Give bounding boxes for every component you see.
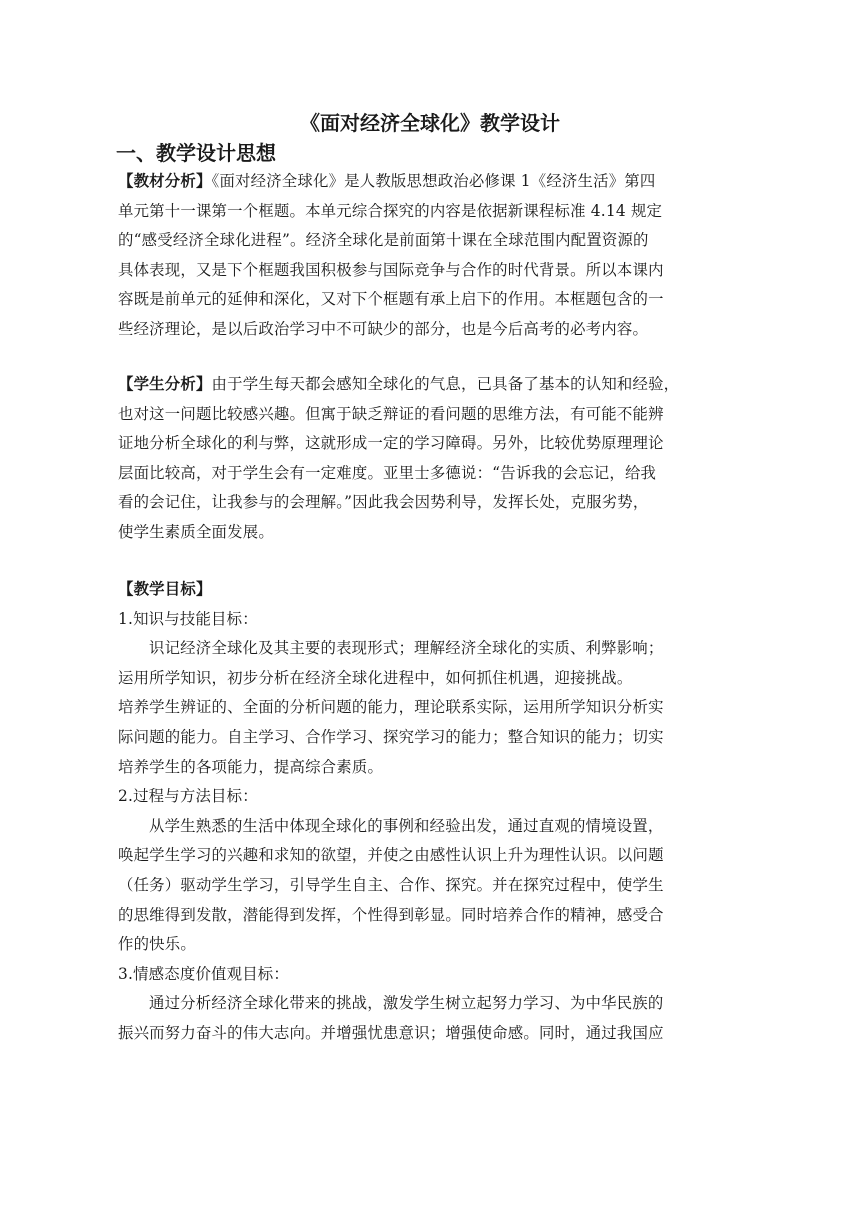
paragraph-line: 振兴而努力奋斗的伟大志向。并增强忧患意识；增强使命感。同时，通过我国应 [118,1023,664,1042]
paragraph-line: 培养学生辨证的、全面的分析问题的能力，理论联系实际，运用所学知识分析实 [118,698,664,717]
student-analysis-label: 【学生分析】 [118,375,212,393]
process-goal-heading: 2.过程与方法目标： [118,787,258,806]
paragraph-line: 运用所学知识，初步分析在经济全球化进程中，如何抓住机遇，迎接挑战。 [118,668,633,687]
student-analysis-section [118,370,738,548]
paragraph-line: 层面比较高，对于学生会有一定难度。亚里士多德说：“告诉我的会忘记，给我 [118,463,657,482]
paragraph-line: 唤起学生学习的兴趣和求知的欲望，并使之由感性认识上升为理性认识。以问题 [118,846,664,865]
paragraph-line: 【教材分析】《面对经济全球化》是人教版思想政治必修课 1《经济生活》第四 [118,172,656,190]
paragraph-line: 作的快乐。 [118,935,196,954]
teaching-goals-section [118,575,738,1049]
paragraph-line: 从学生熟悉的生活中体现全球化的事例和经验出发，通过直观的情境设置， [149,816,664,835]
paragraph-line: 单元第十一课第一个框题。本单元综合探究的内容是依据新课程标准 4.14 规定 [118,201,663,220]
knowledge-goal-heading: 1.知识与技能目标： [118,609,258,628]
material-analysis-label: 【教材分析】 [118,172,212,190]
paragraph-line: 【学生分析】由于学生每天都会感知全球化的气息，已具备了基本的认知和经验， [118,375,680,393]
paragraph-line: 识记经济全球化及其主要的表现形式；理解经济全球化的实质、利弊影响； [149,639,664,658]
paragraph-line: 具体表现，又是下个框题我国积极参与国际竞争与合作的时代背景。所以本课内 [118,260,664,279]
paragraph-line: 看的会记住，让我参与的会理解。”因此我会因势利导，发挥长处，克服劣势， [118,493,649,512]
paragraph-line: （任务）驱动学生学习，引导学生自主、合作、探究。并在探究过程中，使学生 [118,875,664,894]
emotion-goal-heading: 3.情感态度价值观目标： [118,964,289,983]
paragraph-line: 际问题的能力。自主学习、合作学习、探究学习的能力；整合知识的能力；切实 [118,727,664,746]
section-heading: 一、教学设计思想 [116,141,276,165]
paragraph-line: 也对这一问题比较感兴趣。但寓于缺乏辩证的看问题的思维方法，有可能不能辨 [118,404,664,423]
paragraph-line: 通过分析经济全球化带来的挑战，激发学生树立起努力学习、为中华民族的 [149,994,664,1013]
teaching-goals-label: 【教学目标】 [118,580,212,598]
paragraph-line: 培养学生的各项能力，提高综合素质。 [118,757,384,776]
material-analysis-section [118,167,738,345]
paragraph-line: 证地分析全球化的利与弊，这就形成一定的学习障碍。另外，比较优势原理理论 [118,434,664,453]
paragraph-line: 的“感受经济全球化进程”。经济全球化是前面第十课在全球范围内配置资源的 [118,231,649,250]
paragraph-line: 些经济理论，是以后政治学习中不可缺少的部分，也是今后高考的必考内容。 [118,319,649,338]
paragraph-line: 容既是前单元的延伸和深化，又对下个框题有承上启下的作用。本框题包含的一 [118,290,664,309]
paragraph-line: 使学生素质全面发展。 [118,522,274,541]
paragraph-line: 的思维得到发散，潜能得到发挥，个性得到彰显。同时培养合作的精神，感受合 [118,905,664,924]
document-title: 《面对经济全球化》教学设计 [300,111,560,135]
